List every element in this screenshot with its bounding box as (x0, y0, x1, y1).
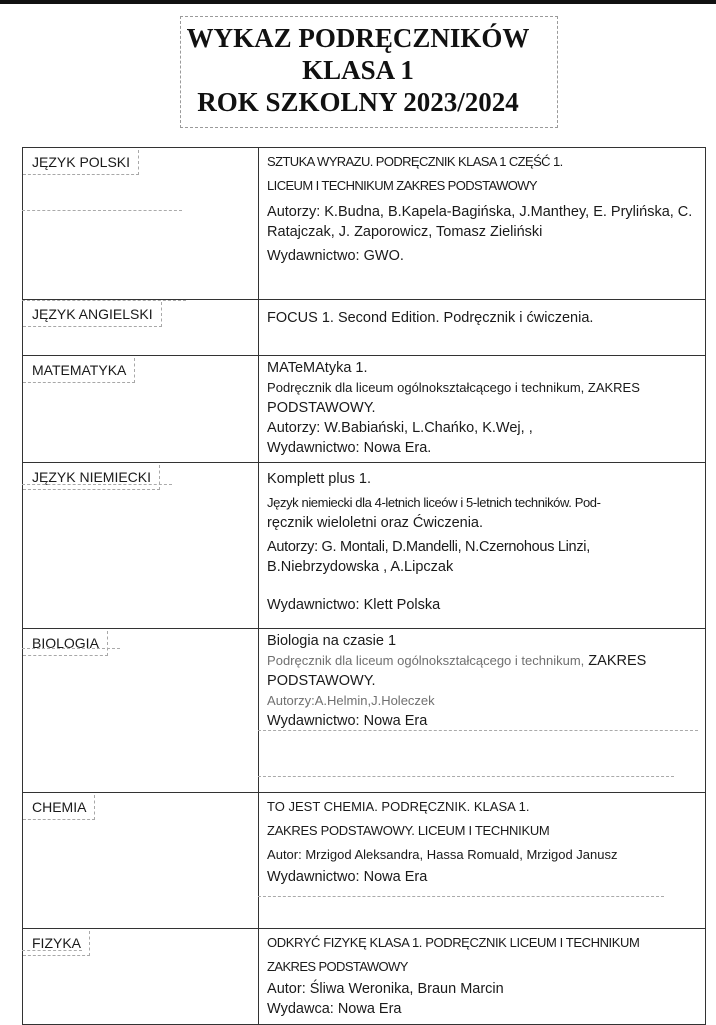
book-publisher: Wydawnictwo: Nowa Era. (267, 440, 432, 456)
subject-cell (23, 793, 259, 929)
subject-label: JĘZYK POLSKI (23, 150, 139, 175)
textbook-cell (259, 793, 706, 929)
book-authors: Autor: Mrzigod Aleksandra, Hassa Romuald, Mrzigod Janusz (267, 847, 618, 862)
subject-label: FIZYKA (23, 931, 90, 956)
book-authors: Autorzy: G. Montali, D.Mandelli, N.Czernohous Linzi, (267, 539, 590, 555)
book-subtitle-cont: PODSTAWOWY. (267, 673, 376, 689)
book-subtitle: LICEUM I TECHNIKUM ZAKRES PODSTAWOWY (267, 178, 538, 193)
book-title: ODKRYĆ FIZYKĘ KLASA 1. PODRĘCZNIK LICEUM I TECHNIKUM (267, 935, 640, 950)
textbook-cell (259, 929, 706, 1025)
book-subtitle: Podręcznik dla liceum ogólnokształcącego i technikum, (267, 653, 585, 668)
textbook-cell (259, 463, 706, 629)
table-row (23, 356, 706, 463)
page-title (0, 22, 716, 118)
textbook-cell (259, 356, 706, 463)
subject-label: BIOLOGIA (23, 631, 108, 656)
textbook-cell (259, 629, 706, 793)
book-publisher: Wydawca: Nowa Era (267, 1001, 402, 1017)
book-authors-cont: B.Niebrzydowska , A.Lipczak (267, 559, 454, 575)
book-publisher: Wydawnictwo: Nowa Era (267, 713, 428, 729)
book-subtitle: Podręcznik dla liceum ogólnokształcącego i technikum, ZAKRES (267, 380, 640, 395)
book-title: Biologia na czasie 1 (267, 633, 397, 649)
book-subtitle-cont: ręcznik wieloletni oraz Ćwiczenia. (267, 515, 484, 531)
book-authors: Autorzy:A.Helmin,J.Holeczek (267, 693, 435, 708)
dashed-guide (258, 896, 664, 897)
textbook-cell (259, 148, 706, 300)
subject-label: JĘZYK NIEMIECKI (23, 465, 160, 490)
title-line-2: KLASA 1 (302, 55, 414, 85)
book-subtitle-cont: PODSTAWOWY. (267, 400, 376, 416)
subject-cell (23, 929, 259, 1025)
book-title: Komplett plus 1. (267, 471, 372, 487)
book-subtitle: Język niemiecki dla 4-letnich liceów i 5-letnich techników. Pod- (267, 495, 601, 510)
dashed-guide (22, 648, 120, 649)
top-border (0, 0, 716, 4)
table-row (23, 793, 706, 929)
subject-cell (23, 629, 259, 793)
textbook-table (22, 147, 706, 1025)
dashed-guide (22, 300, 186, 301)
book-authors: Autorzy: K.Budna, B.Kapela-Bagińska, J.Manthey, E. Prylińska, C. (267, 204, 693, 220)
book-title: MATeMAtyka 1. (267, 360, 368, 376)
textbook-cell (259, 300, 706, 356)
book-title: SZTUKA WYRAZU. PODRĘCZNIK KLASA 1 CZĘŚĆ 1. (267, 154, 563, 169)
dashed-guide (22, 950, 82, 951)
book-publisher: Wydawnictwo: GWO. (267, 248, 404, 264)
subject-cell (23, 148, 259, 300)
title-line-3: ROK SZKOLNY 2023/2024 (197, 87, 519, 117)
book-authors-cont: Ratajczak, J. Zaporowicz, Tomasz Zieliński (267, 224, 543, 240)
table-row (23, 463, 706, 629)
dashed-guide (22, 210, 182, 211)
book-subtitle-range: ZAKRES (588, 653, 647, 669)
dashed-guide (22, 484, 172, 485)
book-publisher: Wydawnictwo: Nowa Era (267, 869, 428, 885)
subject-cell (23, 300, 259, 356)
subject-cell (23, 463, 259, 629)
table-row (23, 929, 706, 1025)
subject-label: MATEMATYKA (23, 358, 135, 383)
table-row (23, 629, 706, 793)
book-authors: Autor: Śliwa Weronika, Braun Marcin (267, 981, 504, 997)
dashed-guide (258, 730, 698, 731)
book-subtitle: ZAKRES PODSTAWOWY. LICEUM I TECHNIKUM (267, 823, 550, 838)
subject-label: JĘZYK ANGIELSKI (23, 302, 162, 327)
book-title: TO JEST CHEMIA. PODRĘCZNIK. KLASA 1. (267, 799, 530, 814)
dashed-guide (258, 776, 674, 777)
table-row (23, 148, 706, 300)
book-authors: Autorzy: W.Babiański, L.Chańko, K.Wej, , (267, 420, 533, 436)
subject-label: CHEMIA (23, 795, 95, 820)
book-publisher: Wydawnictwo: Klett Polska (267, 597, 441, 613)
book-title: FOCUS 1. Second Edition. Podręcznik i ćwiczenia. (267, 310, 594, 326)
table-row (23, 300, 706, 356)
title-line-1: WYKAZ PODRĘCZNIKÓW (186, 23, 530, 53)
book-subtitle: ZAKRES PODSTAWOWY (267, 959, 408, 974)
subject-cell (23, 356, 259, 463)
